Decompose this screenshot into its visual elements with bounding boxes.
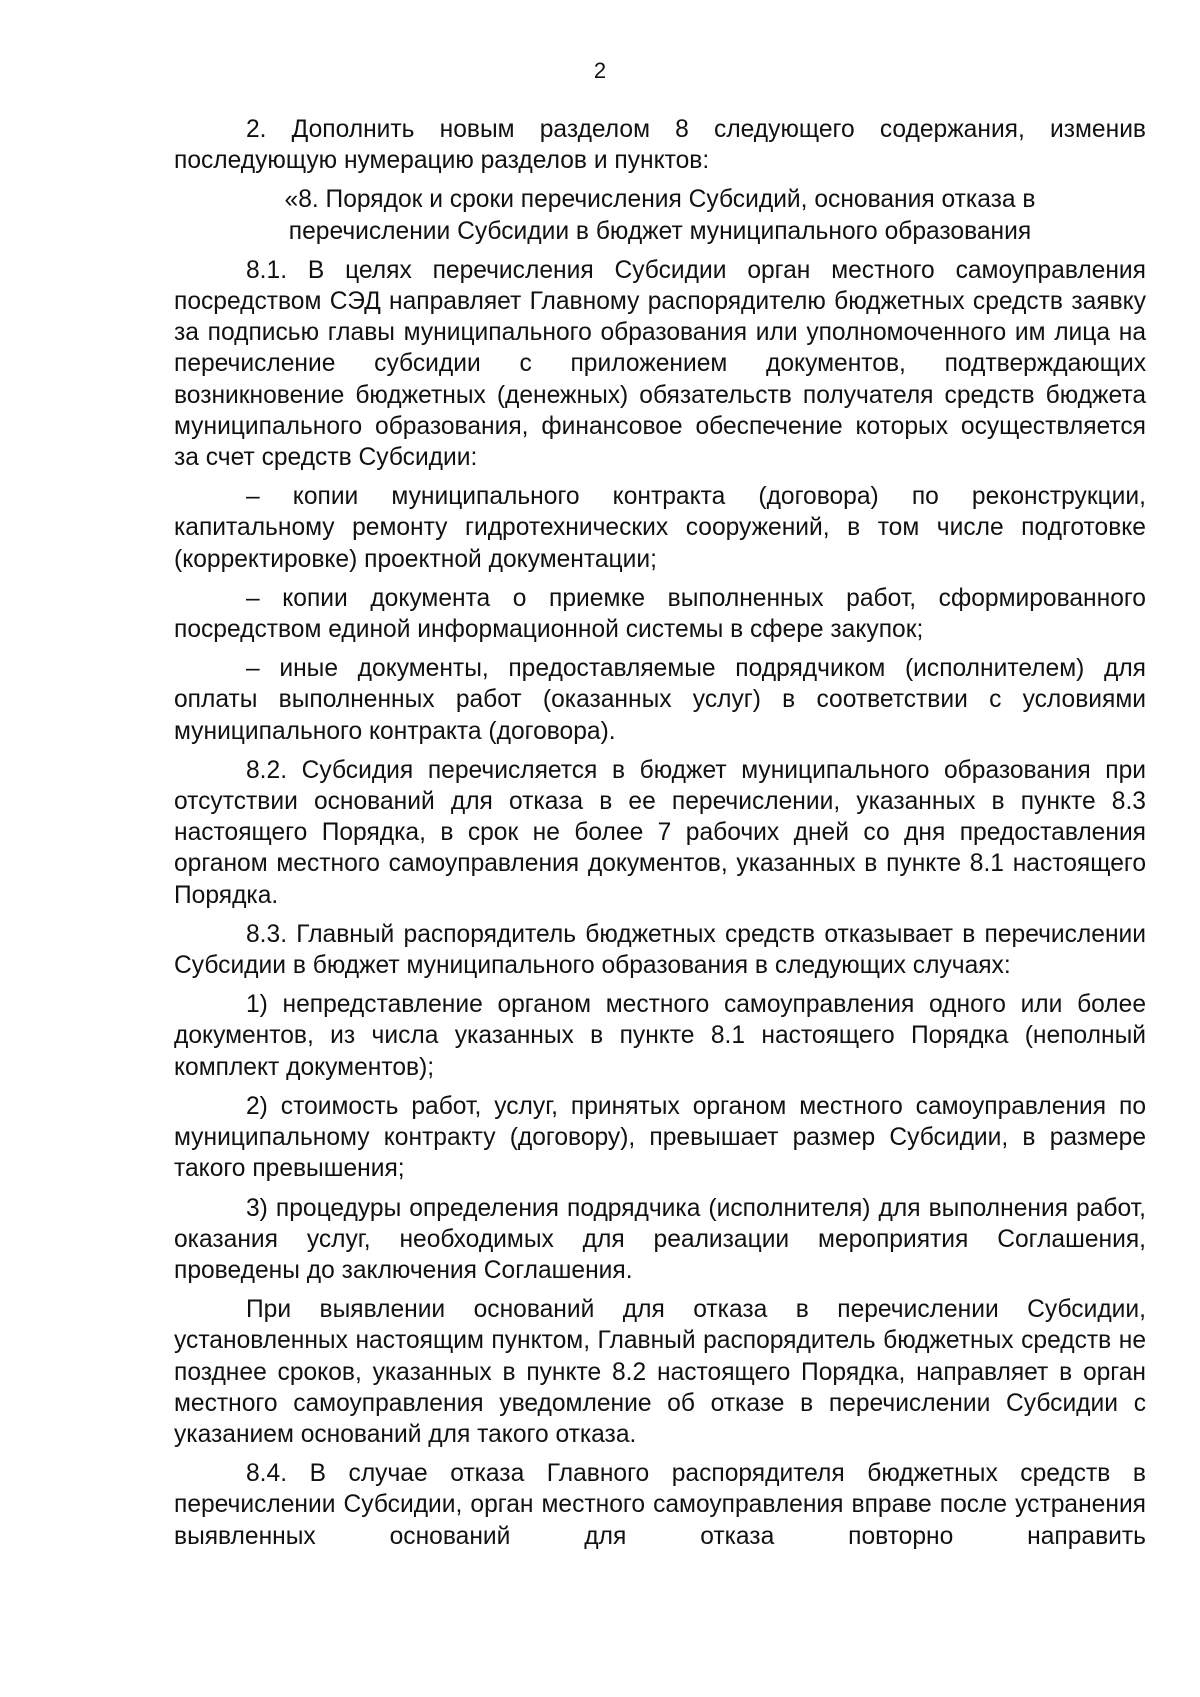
list-item-other-documents: – иные документы, предоставляемые подрядчиком (исполнителем) для оплаты выполненных работ (оказанных услуг) в соответствии с условиями муниципального контракта (договора). [174,655,1146,745]
list-item-acceptance-document: – копии документа о приемке выполненных работ, сформированного посредством единой информационной системы в сфере закупок; [174,584,1146,644]
paragraph-8-3: 8.3. Главный распорядитель бюджетных средств отказывает в перечислении Субсидии в бюджет муниципального образования в следующих случаях: [174,920,1146,980]
refusal-reason-1: 1) непредставление органом местного самоуправления одного или более документов, из числа указанных в пункте 8.1 настоящего Порядка (неполный комплект документов); [174,991,1146,1081]
document-body [174,114,1146,1560]
page-number: 2 [593,58,607,83]
paragraph-2-amendment: 2. Дополнить новым разделом 8 следующего содержания, изменив последующую нумерацию разделов и пунктов: [174,116,1146,175]
paragraph-8-2: 8.2. Субсидия перечисляется в бюджет муниципального образования при отсутствии оснований для отказа в ее перечислении, указанных в пункте 8.3 настоящего Порядка, в срок не более 7 рабочих дней со дня предоставления органом местного самоуправления документов, указанных в пункте 8.1 настоящего Порядка. [174,756,1146,909]
paragraph-8-4: 8.4. В случае отказа Главного распорядителя бюджетных средств в перечислении Субсидии, орган местного самоуправления вправе после устранения выявленных оснований для отказа повторно направить [174,1460,1146,1550]
refusal-reason-3: 3) процедуры определения подрядчика (исполнителя) для выполнения работ, оказания услуг, необходимых для реализации мероприятия Соглашения, проведены до заключения Соглашения. [174,1194,1146,1284]
section-8-heading: «8. Порядок и сроки перечисления Субсидий, основания отказа в перечислении Субсидии в бюджет муниципального образования [284,186,1036,245]
paragraph-8-1: 8.1. В целях перечисления Субсидии орган местного самоуправления посредством СЭД направляет Главному распорядителю бюджетных средств заявку за подписью главы муниципального образования или уполномоченного им лица на перечисление субсидии с приложением документов, подтверждающих возникновение бюджетных (денежных) обязательств получателя средств бюджета муниципального образования, финансовое обеспечение которых осуществляется за счет средств Субсидии: [174,256,1146,472]
paragraph-refusal-notice: При выявлении оснований для отказа в перечислении Субсидии, установленных настоящим пунктом, Главный распорядитель бюджетных средств не позднее сроков, указанных в пункте 8.2 настоящего Порядка, направляет в орган местного самоуправления уведомление об отказе в перечислении Субсидии с указанием оснований для такого отказа. [174,1296,1146,1448]
refusal-reason-2: 2) стоимость работ, услуг, принятых органом местного самоуправления по муниципальному контракту (договору), превышает размер Субсидии, в размере такого превышения; [174,1092,1146,1183]
list-item-contract-copies: – копии муниципального контракта (договора) по реконструкции, капитальному ремонту гидротехнических сооружений, в том числе подготовке (корректировке) проектной документации; [174,483,1146,573]
